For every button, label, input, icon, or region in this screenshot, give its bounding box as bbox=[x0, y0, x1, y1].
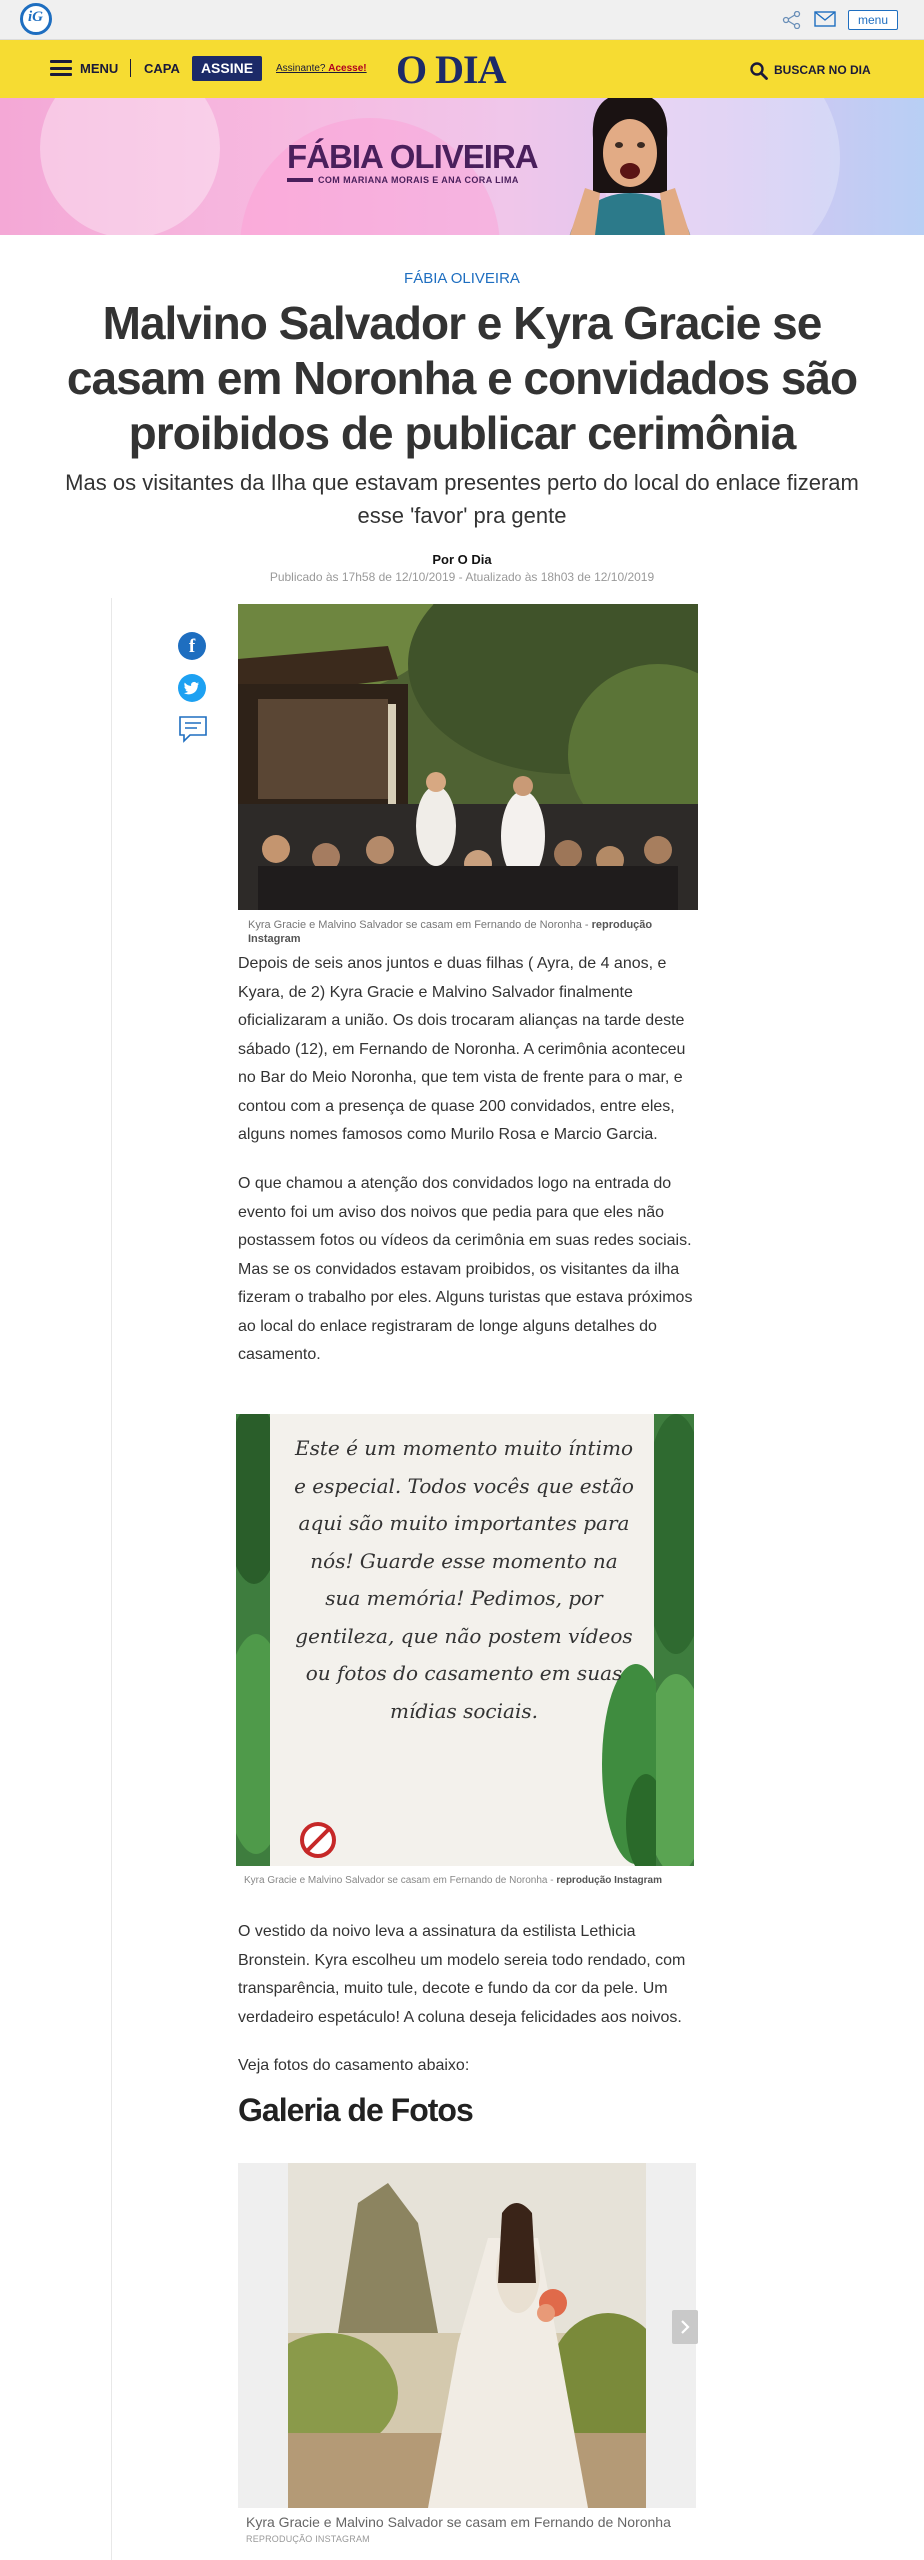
article-headline: Malvino Salvador e Kyra Gracie se casam em Noronha e convidados são proibidos de publicar cerimônia bbox=[66, 297, 858, 459]
mail-icon[interactable] bbox=[814, 11, 836, 27]
search-link[interactable]: BUSCAR NO DIA bbox=[774, 63, 871, 77]
chevron-right-icon bbox=[672, 2310, 698, 2344]
gallery-image[interactable] bbox=[288, 2163, 646, 2508]
article-paragraph-3: O vestido da noivo leva a assinatura da estilista Lethicia Bronstein. Kyra escolheu um modelo sereia todo rendado, com transparência, muito tule, decote e fundo da cor da pele. Um verdadeiro espetáculo! A coluna deseja felicidades aos noivos. bbox=[238, 1923, 686, 2026]
banner-subtitle: COM MARIANA MORAIS E ANA CORA LIMA bbox=[318, 175, 519, 185]
sign-text: Este é um momento muito íntimo e especial. Todos vocês que estão aqui são muito importantes para nós! Guarde esse momento na sua memória! Pedimos, por gentileza, que não postem vídeos ou fotos do casamento em suas mídias sociais. bbox=[294, 1436, 634, 1723]
capa-link[interactable]: CAPA bbox=[144, 61, 180, 76]
assine-button[interactable]: ASSINE bbox=[192, 56, 262, 81]
hamburger-icon[interactable] bbox=[50, 60, 72, 76]
article-paragraph-1: Depois de seis anos juntos e duas filhas ( Ayra, de 4 anos, e Kyara, de 2) Kyra Gracie e Malvino Salvador finalmente oficializaram a união. Os dois trocaram alianças na tarde deste sábado (12), em Fernando de Noronha. A cerimônia aconteceu no Bar do Meio Noronha, que tem vista de frente para o mar, e contou com a presença de quase 200 convidados, entre eles, alguns nomes famosos como Murilo Rosa e Marcio Garcia. bbox=[238, 955, 686, 1143]
article-subhead: Mas os visitantes da Ilha que estavam presentes perto do local do enlace fizeram esse 'favor' pra gente bbox=[65, 470, 859, 528]
header-divider bbox=[130, 59, 131, 77]
wedding-ceremony-photo[interactable] bbox=[238, 604, 698, 910]
photo2-caption-text: Kyra Gracie e Malvino Salvador se casam em Fernando de Noronha - bbox=[244, 1875, 554, 1886]
gallery-title: Galeria de Fotos bbox=[238, 2092, 473, 2128]
photo1-credit: reprodução Instagram bbox=[248, 919, 653, 945]
article-byline: Por O Dia bbox=[432, 552, 492, 567]
top-menu-button[interactable]: menu bbox=[848, 10, 898, 30]
menu-link[interactable]: MENU bbox=[80, 61, 119, 76]
gallery-credit: REPRODUÇÃO INSTAGRAM bbox=[246, 2534, 370, 2544]
columnist-photo bbox=[555, 98, 705, 235]
photo1-caption bbox=[248, 918, 678, 946]
top-bar bbox=[0, 0, 924, 40]
site-header bbox=[0, 40, 924, 98]
column-banner[interactable] bbox=[0, 98, 924, 235]
assinante-link[interactable] bbox=[276, 63, 367, 74]
comment-icon[interactable] bbox=[178, 715, 208, 743]
assinante-text: Assinante? bbox=[276, 63, 326, 74]
section-label[interactable]: FÁBIA OLIVEIRA bbox=[404, 270, 520, 287]
ig-logo-text: iG bbox=[28, 9, 43, 25]
search-icon[interactable] bbox=[750, 62, 768, 80]
photo2-credit: reprodução Instagram bbox=[556, 1875, 662, 1886]
ig-logo[interactable] bbox=[20, 3, 52, 35]
no-photo-icon bbox=[300, 1822, 336, 1858]
photo-gallery[interactable] bbox=[238, 2163, 696, 2508]
publish-timestamp: Publicado às 17h58 de 12/10/2019 - Atualizado às 18h03 de 12/10/2019 bbox=[269, 570, 655, 584]
odia-logo[interactable]: O DIA bbox=[396, 47, 506, 92]
content-divider bbox=[111, 598, 112, 2560]
facebook-share-icon[interactable]: f bbox=[178, 632, 206, 660]
article-paragraph-2: O que chamou a atenção dos convidados logo na entrada do evento foi um aviso dos noivos que pedia para que eles não postassem fotos ou vídeos da cerimônia em suas redes sociais. Mas se os convidados estavam proibidos, os visitantes da ilha fizeram o trabalho por eles. Alguns turistas que estava próximos ao local do enlace registraram de longe alguns detalhes do casamento. bbox=[238, 1175, 693, 1363]
gallery-next-button[interactable] bbox=[672, 2310, 698, 2344]
photo2-caption bbox=[244, 1875, 694, 1886]
wedding-sign-photo[interactable] bbox=[236, 1414, 694, 1866]
article-paragraph-4: Veja fotos do casamento abaixo: bbox=[238, 2057, 470, 2074]
photo1-caption-text: Kyra Gracie e Malvino Salvador se casam em Fernando de Noronha - bbox=[248, 919, 589, 931]
acesse-text: Acesse! bbox=[328, 63, 367, 74]
twitter-share-icon[interactable] bbox=[178, 674, 206, 702]
share-icon[interactable] bbox=[782, 11, 802, 29]
banner-accent-bar bbox=[287, 178, 313, 182]
gallery-caption: Kyra Gracie e Malvino Salvador se casam em Fernando de Noronha bbox=[246, 2514, 671, 2530]
banner-title: FÁBIA OLIVEIRA bbox=[287, 138, 538, 175]
